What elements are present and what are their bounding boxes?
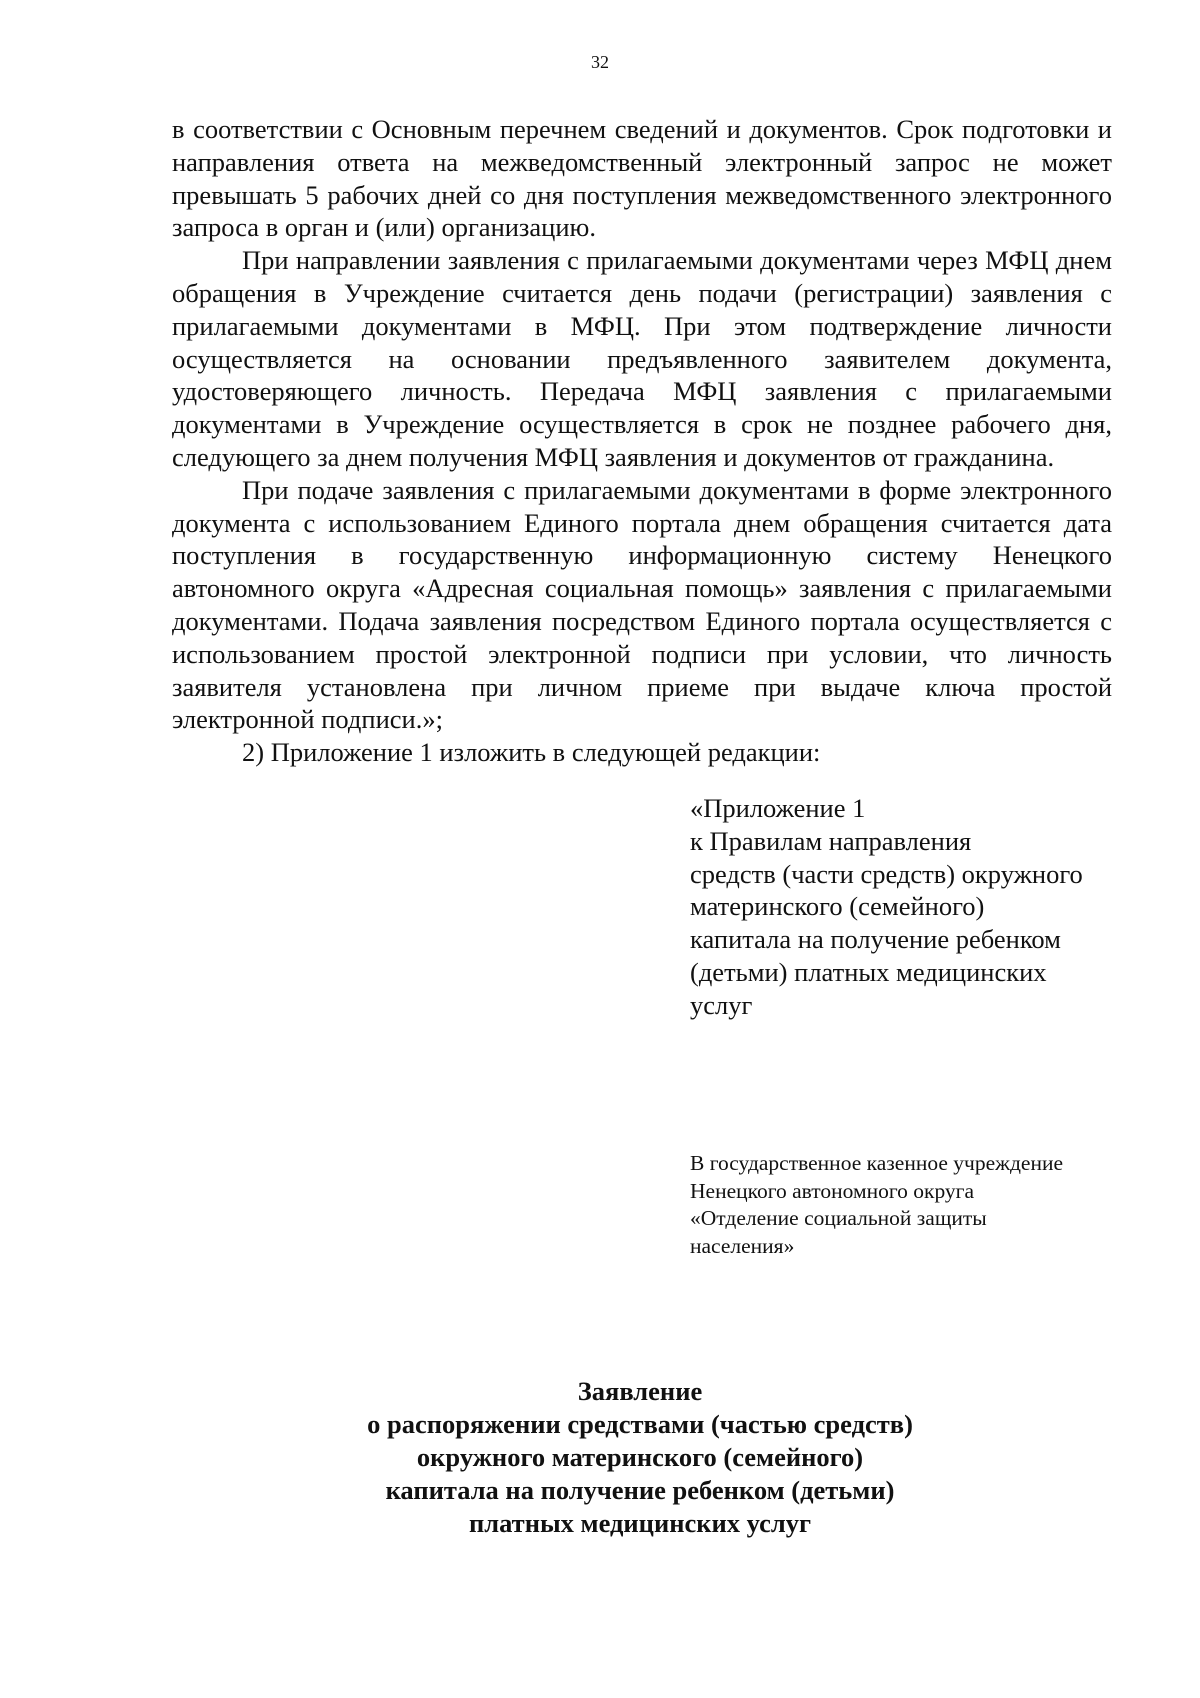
addressee-line: В государственное казенное учреждение [690,1151,1064,1175]
paragraph-amendment-item-2: 2) Приложение 1 изложить в следующей редакции: [242,737,821,768]
appendix-line: капитала на получение ребенком [690,924,1061,955]
title-line: капитала на получение ребенком (детьми) [385,1475,895,1505]
title-line: Заявление [577,1376,703,1406]
page-number: 32 [591,52,609,72]
appendix-reference [690,792,1115,1022]
appendix-line: «Приложение 1 [690,793,866,823]
appendix-line: услуг [690,989,753,1020]
addressee-block [690,1150,1130,1260]
paragraph-mfc-submission: При направлении заявления с прилагаемыми документами через МФЦ днем обращения в Учреждение считается день подачи (регистрации) заявления с прилагаемыми документами в МФЦ. При этом подтверждение личности осуществляется на основании предъявленного заявителем документа, удостоверяющего личность. Передача МФЦ заявления с прилагаемыми документами в Учреждение осуществляется в срок не позднее рабочего дня, следующего за днем получения МФЦ заявления и документов от гражданина. [172,245,1112,472]
paragraph-electronic-submission: При подаче заявления с прилагаемыми документами в форме электронного документа с использованием Единого портала днем обращения считается дата поступления в государственную информационную систему Ненецкого автономного округа «Адресная социальная помощь» заявления с прилагаемыми документами. Подача заявления посредством Единого портала осуществляется с использованием простой электронной подписи при условии, что личность заявителя установлена при личном приеме при выдаче ключа простой электронной подписи.»; [172,474,1112,735]
title-line: окружного материнского (семейного) [416,1442,864,1472]
addressee-line: населения» [690,1233,795,1258]
document-title [240,1375,1040,1540]
paragraph-interagency-request: в соответствии с Основным перечнем сведений и документов. Срок подготовки и направления ответа на межведомственный электронный запрос не может превышать 5 рабочих дней со дня поступления межведомственного электронного запроса в орган и (или) организацию. [172,114,1112,243]
appendix-line: материнского (семейного) [690,891,985,922]
appendix-line: к Правилам направления [690,825,972,856]
body-text [172,113,1112,769]
title-line: о распоряжении средствами (частью средств) [367,1409,913,1439]
addressee-line: «Отделение социальной защиты [690,1206,987,1230]
appendix-line: средств (части средств) окружного [690,858,1083,889]
addressee-line: Ненецкого автономного округа [690,1178,975,1203]
title-line: платных медицинских услуг [468,1508,811,1538]
appendix-line: (детьми) платных медицинских [690,956,1047,987]
